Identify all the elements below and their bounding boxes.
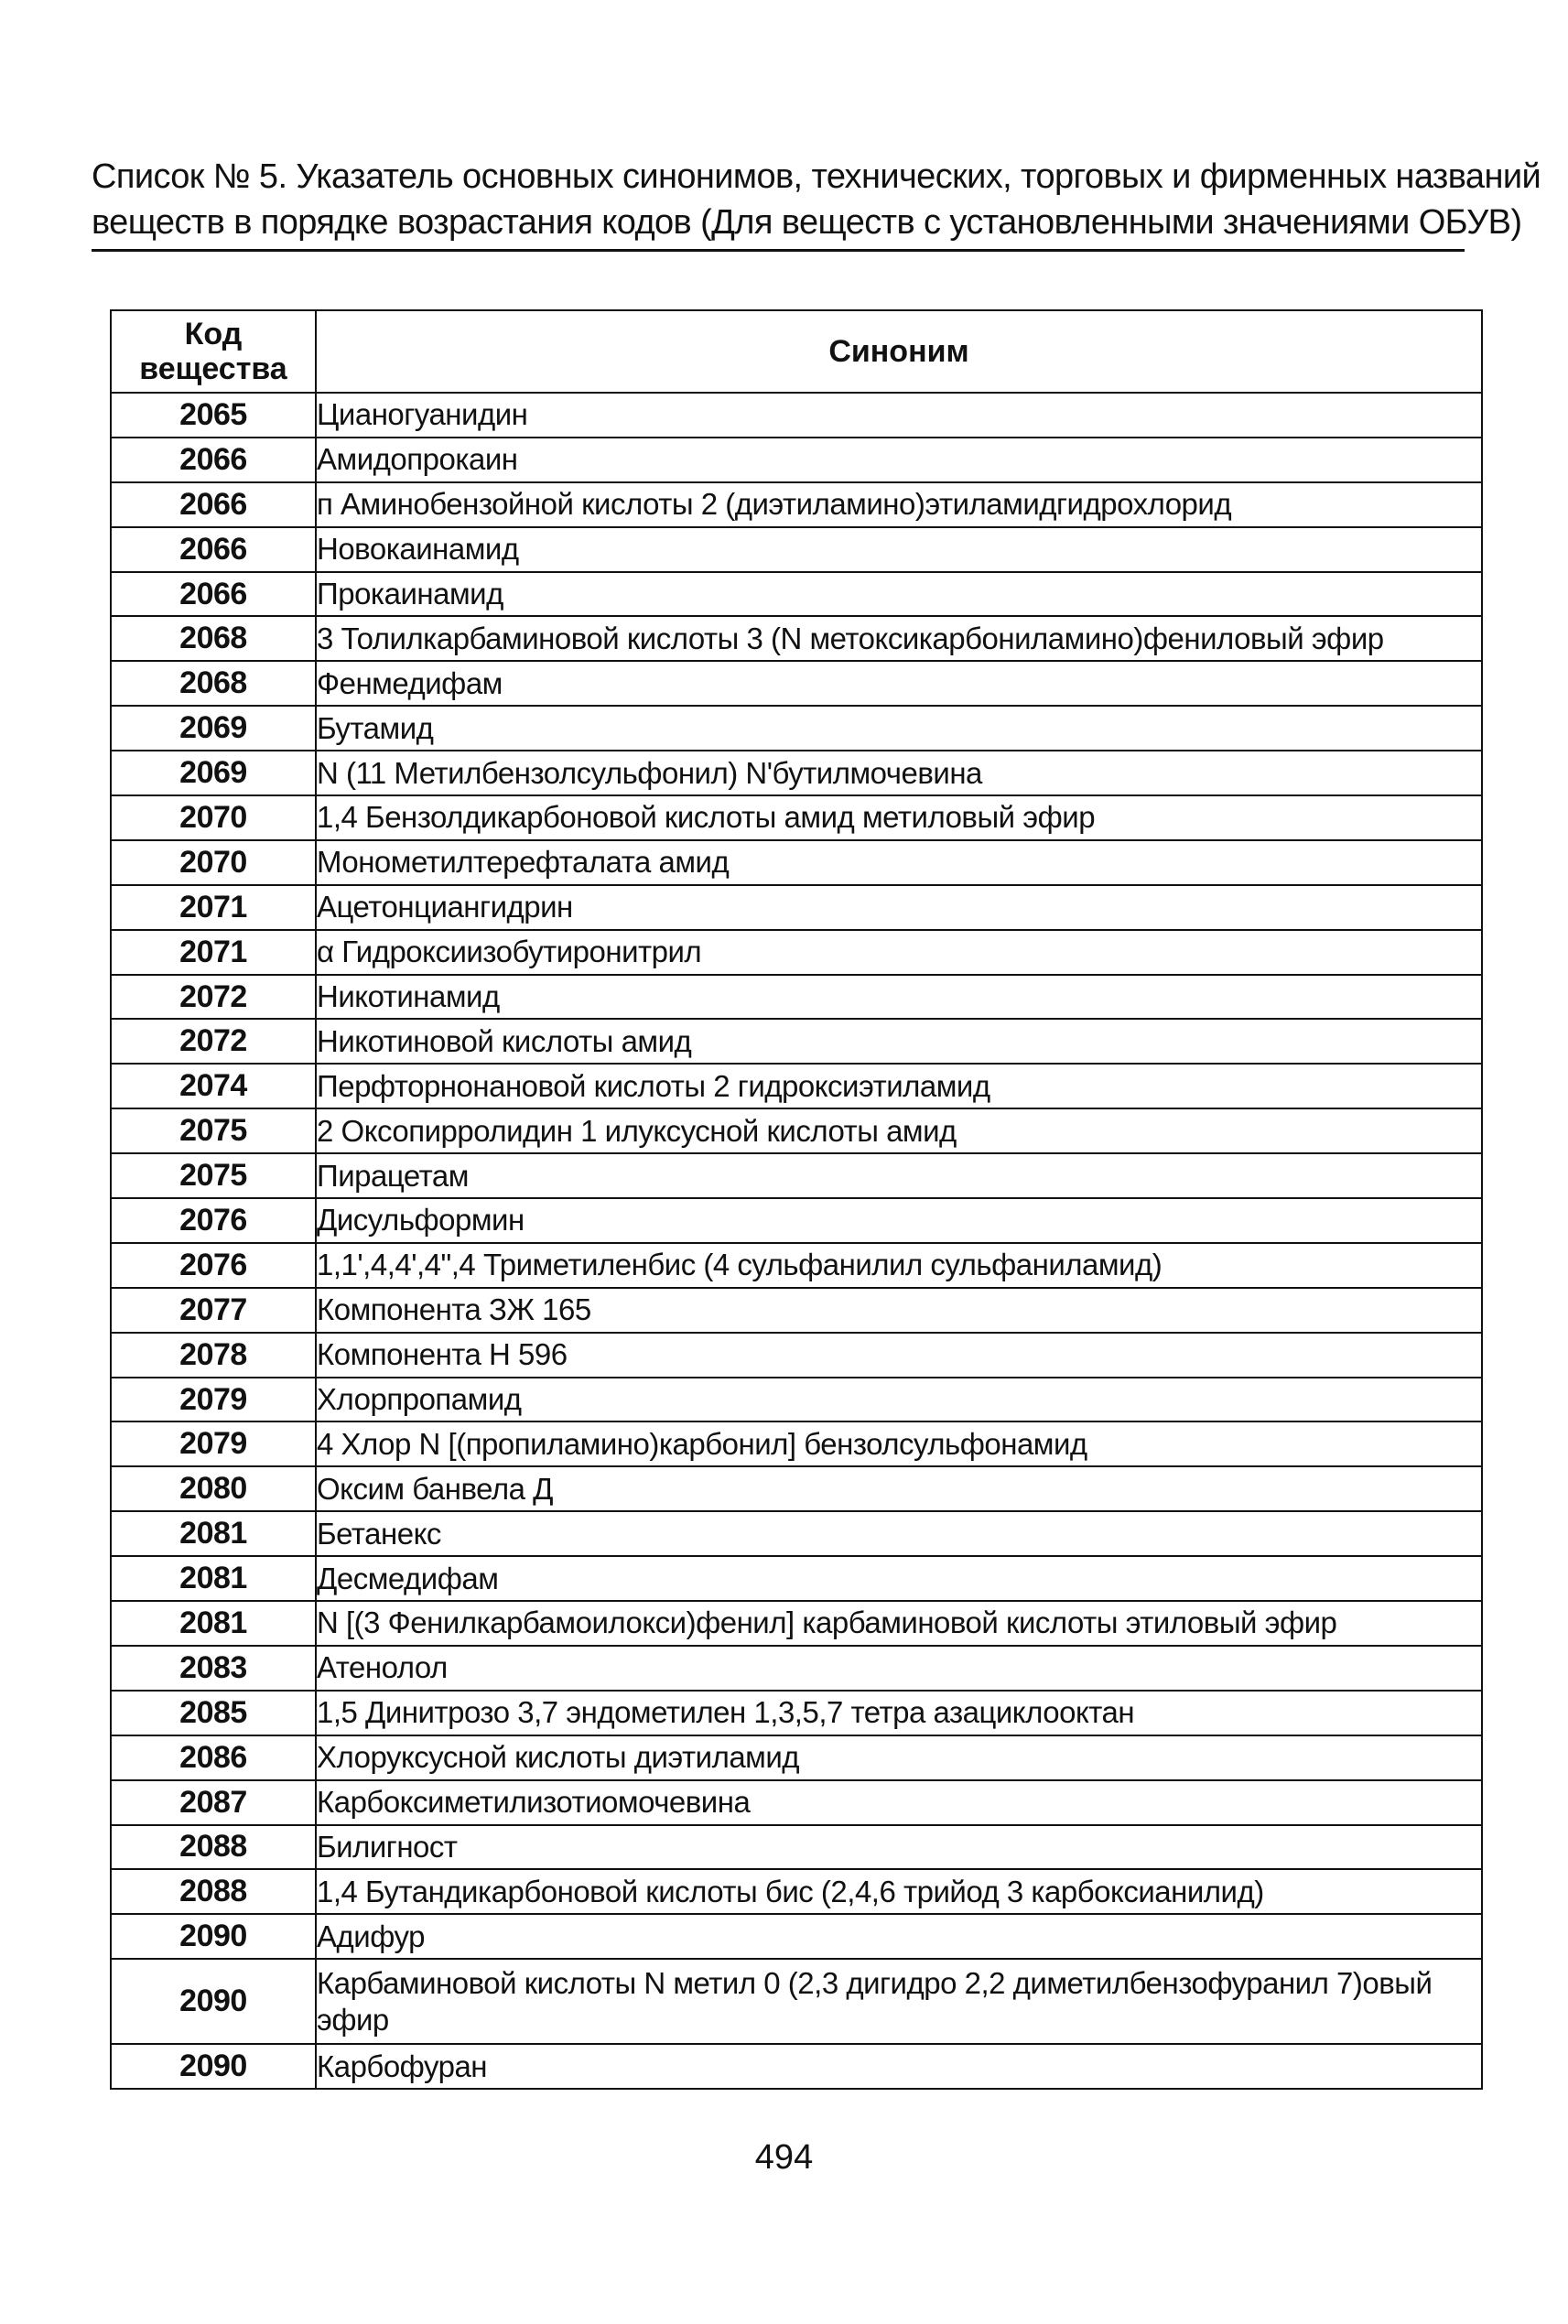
substance-code-cell: 2081	[111, 1511, 316, 1556]
table-row	[111, 1288, 1482, 1333]
title-underline	[92, 249, 1465, 252]
synonym-cell: Десмедифам	[316, 1556, 1482, 1601]
header-code: Код вещества	[111, 310, 316, 393]
table-row	[111, 1378, 1482, 1422]
table-row	[111, 527, 1482, 572]
synonym-cell: Пирацетам	[316, 1153, 1482, 1198]
table-row	[111, 885, 1482, 930]
table-row	[111, 1601, 1482, 1646]
table-row	[111, 1959, 1482, 2044]
table-body	[111, 393, 1482, 2089]
table-row	[111, 1869, 1482, 1914]
title-line-1: Список № 5. Указатель основных синонимов, технических, торговых и фирменных названий	[92, 157, 1541, 196]
substance-code-cell: 2090	[111, 2044, 316, 2089]
table-row	[111, 1153, 1482, 1198]
page-title	[92, 154, 1541, 245]
table-row	[111, 1198, 1482, 1243]
header-synonym: Синоним	[316, 310, 1482, 393]
synonym-cell: 1,4 Бутандикарбоновой кислоты бис (2,4,6 трийод 3 карбоксианилид)	[316, 1869, 1482, 1914]
substance-code-cell: 2070	[111, 795, 316, 840]
substance-code-cell: 2070	[111, 840, 316, 885]
synonym-cell: Бетанекс	[316, 1511, 1482, 1556]
substance-code-cell: 2074	[111, 1064, 316, 1108]
substance-code-cell: 2081	[111, 1556, 316, 1601]
synonym-cell: Адифур	[316, 1914, 1482, 1959]
synonym-cell: Монометилтерефталата амид	[316, 840, 1482, 885]
substance-code-cell: 2087	[111, 1780, 316, 1825]
substance-code-cell: 2071	[111, 885, 316, 930]
synonym-cell: Цианогуанидин	[316, 393, 1482, 438]
synonym-cell: 2 Оксопирролидин 1 илуксусной кислоты амид	[316, 1108, 1482, 1153]
table-row	[111, 2044, 1482, 2089]
substance-code-cell: 2068	[111, 661, 316, 706]
synonym-cell: 1,4 Бензолдикарбоновой кислоты амид метиловый эфир	[316, 795, 1482, 840]
substance-code-cell: 2083	[111, 1646, 316, 1691]
table-row	[111, 1780, 1482, 1825]
substance-code-cell: 2069	[111, 706, 316, 751]
substance-code-cell: 2086	[111, 1735, 316, 1780]
synonym-cell: Бутамид	[316, 706, 1482, 751]
substance-code-cell: 2065	[111, 393, 316, 438]
substance-code-cell: 2066	[111, 572, 316, 617]
synonym-cell: Билигност	[316, 1825, 1482, 1870]
synonym-cell: Амидопрокаин	[316, 438, 1482, 482]
substance-code-cell: 2077	[111, 1288, 316, 1333]
substance-code-cell: 2085	[111, 1691, 316, 1735]
substance-code-cell: 2088	[111, 1825, 316, 1870]
table-header-row	[111, 310, 1482, 393]
synonym-cell: 1,1',4,4',4",4 Триметиленбис (4 сульфанилил сульфаниламид)	[316, 1243, 1482, 1288]
table-row	[111, 1914, 1482, 1959]
substance-code-cell: 2080	[111, 1466, 316, 1511]
table-row	[111, 930, 1482, 975]
substance-code-cell: 2071	[111, 930, 316, 975]
table-row	[111, 1019, 1482, 1064]
substance-code-cell: 2072	[111, 1019, 316, 1064]
table-row	[111, 1466, 1482, 1511]
synonym-cell: Хлорпропамид	[316, 1378, 1482, 1422]
synonym-table	[110, 309, 1483, 2090]
synonym-cell: Карбофуран	[316, 2044, 1482, 2089]
page-number: 494	[754, 2138, 814, 2177]
table-row	[111, 572, 1482, 617]
table-row	[111, 1108, 1482, 1153]
substance-code-cell: 2066	[111, 438, 316, 482]
synonym-cell: Дисульформин	[316, 1198, 1482, 1243]
table-row	[111, 795, 1482, 840]
substance-code-cell: 2081	[111, 1601, 316, 1646]
table-row	[111, 751, 1482, 795]
table-row	[111, 1825, 1482, 1870]
synonym-cell: Атенолол	[316, 1646, 1482, 1691]
table-row	[111, 393, 1482, 438]
synonym-cell: Карбоксиметилизотиомочевина	[316, 1780, 1482, 1825]
synonym-cell: Компонента ЗЖ 165	[316, 1288, 1482, 1333]
table-row	[111, 1243, 1482, 1288]
substance-code-cell: 2076	[111, 1198, 316, 1243]
synonym-cell: Никотинамид	[316, 975, 1482, 1020]
synonym-cell: п Аминобензойной кислоты 2 (диэтиламино)этиламидгидрохлорид	[316, 482, 1482, 527]
table-row	[111, 616, 1482, 661]
substance-code-cell: 2066	[111, 527, 316, 572]
synonym-cell: Никотиновой кислоты амид	[316, 1019, 1482, 1064]
synonym-cell: N [(3 Фенилкарбамоилокси)фенил] карбаминовой кислоты этиловый эфир	[316, 1601, 1482, 1646]
synonym-cell: 1,5 Динитрозо 3,7 эндометилен 1,3,5,7 тетра азациклооктан	[316, 1691, 1482, 1735]
table-row	[111, 1735, 1482, 1780]
synonym-cell: 4 Хлор N [(пропиламино)карбонил] бензолсульфонамид	[316, 1421, 1482, 1466]
substance-code-cell: 2066	[111, 482, 316, 527]
table-row	[111, 1064, 1482, 1108]
title-line-2: веществ в порядке возрастания кодов (Для веществ с установленными значениями ОБУВ)	[92, 203, 1522, 242]
substance-code-cell: 2078	[111, 1333, 316, 1378]
table-row	[111, 438, 1482, 482]
synonym-cell: Фенмедифам	[316, 661, 1482, 706]
synonym-cell: Хлоруксусной кислоты диэтиламид	[316, 1735, 1482, 1780]
synonym-cell: Перфторнонановой кислоты 2 гидроксиэтиламид	[316, 1064, 1482, 1108]
substance-code-cell: 2069	[111, 751, 316, 795]
synonym-cell: Новокаинамид	[316, 527, 1482, 572]
substance-code-cell: 2075	[111, 1153, 316, 1198]
synonym-cell: Оксим банвела Д	[316, 1466, 1482, 1511]
substance-code-cell: 2090	[111, 1959, 316, 2044]
substance-code-cell: 2090	[111, 1914, 316, 1959]
synonym-cell: Карбаминовой кислоты N метил 0 (2,3 дигидро 2,2 диметилбензофуранил 7)овый эфир	[316, 1959, 1482, 2044]
substance-code-cell: 2088	[111, 1869, 316, 1914]
table-row	[111, 975, 1482, 1020]
substance-code-cell: 2068	[111, 616, 316, 661]
substance-code-cell: 2079	[111, 1421, 316, 1466]
table-row	[111, 1556, 1482, 1601]
table-row	[111, 482, 1482, 527]
table-row	[111, 1646, 1482, 1691]
table-row	[111, 840, 1482, 885]
table-row	[111, 1691, 1482, 1735]
substance-code-cell: 2072	[111, 975, 316, 1020]
synonym-cell: Ацетонциангидрин	[316, 885, 1482, 930]
synonym-cell: N (11 Метилбензолсульфонил) N'бутилмочевина	[316, 751, 1482, 795]
substance-code-cell: 2079	[111, 1378, 316, 1422]
synonym-cell: Прокаинамид	[316, 572, 1482, 617]
table-row	[111, 1421, 1482, 1466]
table-row	[111, 706, 1482, 751]
synonym-cell: Компонента Н 596	[316, 1333, 1482, 1378]
substance-code-cell: 2075	[111, 1108, 316, 1153]
table-row	[111, 661, 1482, 706]
table-row	[111, 1333, 1482, 1378]
synonym-cell: α Гидроксиизобутиронитрил	[316, 930, 1482, 975]
substance-code-cell: 2076	[111, 1243, 316, 1288]
synonym-cell: 3 Толилкарбаминовой кислоты 3 (N метоксикарбониламино)фениловый эфир	[316, 616, 1482, 661]
table-row	[111, 1511, 1482, 1556]
